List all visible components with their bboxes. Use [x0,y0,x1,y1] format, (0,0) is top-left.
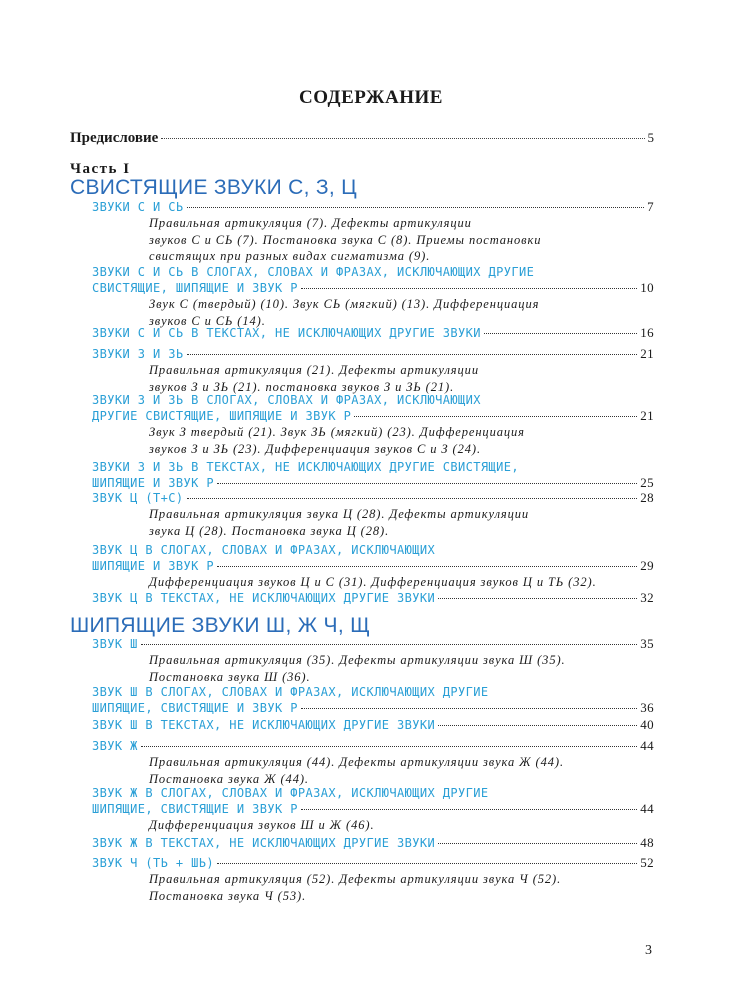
toc-entry[interactable] [92,459,654,491]
desc-line: Правильная артикуляция (7). Дефекты артикуляции [149,216,472,230]
dot-leader [301,708,637,709]
desc-line: звука Ц (28). Постановка звука Ц (28). [149,523,390,538]
entry-title: ЗВУК Ж [92,739,138,753]
entry-page: 10 [640,280,654,295]
dot-leader [354,416,637,417]
entry-description [149,574,654,591]
dot-leader [187,207,645,208]
dot-leader [217,483,637,484]
section-title-hissing: ШИПЯЩИЕ ЗВУКИ Ш, Ж Ч, Щ [70,614,371,637]
desc-line: звуков З и ЗЬ (21). постановка звуков З и ЗЬ (21). [149,379,455,394]
entry-title: ЗВУК Ц В ТЕКСТАХ, НЕ ИСКЛЮЧАЮЩИХ ДРУГИЕ ЗВУКИ [92,591,436,605]
page-number: 3 [645,943,652,958]
entry-description [149,362,654,395]
entry-title: ЗВУК Ч (ТЬ + ШЬ) [92,856,214,870]
desc-line: звуков С и СЬ (14). [149,313,266,328]
entry-title: ЗВУК Ш В ТЕКСТАХ, НЕ ИСКЛЮЧАЮЩИХ ДРУГИЕ ЗВУКИ [92,718,436,732]
toc-entry[interactable] [92,717,654,733]
toc-entry[interactable] [92,785,654,834]
desc-line: Правильная артикуляция (35). Дефекты артикуляции звука Ш (35). [149,653,566,667]
entry-description [149,652,654,685]
section-title-whistling: СВИСТЯЩИЕ ЗВУКИ С, З, Ц [70,176,358,199]
entry-page: 52 [640,855,654,870]
toc-entry[interactable] [92,738,654,787]
dot-leader [301,809,637,810]
dot-leader [187,498,638,499]
entry-page: 32 [640,590,654,605]
desc-line: Звук З твердый (21). Звук ЗЬ (мягкий) (23). Дифференциация [149,425,525,439]
toc-entry[interactable] [92,490,654,539]
entry-page: 7 [647,199,654,214]
entry-title: ЗВУКИ З И ЗЬ В ТЕКСТАХ, НЕ ИСКЛЮЧАЮЩИХ ДРУГИЕ СВИСТЯЩИЕ, [92,460,519,474]
entry-title: ЗВУКИ З И ЗЬ [92,347,184,361]
dot-leader [217,566,637,567]
entry-title: ШИПЯЩИЕ И ЗВУК Р [92,476,214,490]
desc-line: звуков З и ЗЬ (23). Дифференциация звуков С и З (24). [149,441,481,456]
toc-entry[interactable] [92,684,654,716]
toc-entry[interactable] [92,325,654,341]
entry-title: ЗВУК Ж В ТЕКСТАХ, НЕ ИСКЛЮЧАЮЩИХ ДРУГИЕ ЗВУКИ [92,836,436,850]
entry-page: 28 [640,490,654,505]
toc-entry[interactable] [92,264,654,329]
part-label: Часть I [70,161,131,177]
desc-line: Звук С (твердый) (10). Звук СЬ (мягкий) (13). Дифференциация [149,297,540,311]
desc-line: Правильная артикуляция (21). Дефекты артикуляции [149,363,479,377]
toc-entry[interactable] [92,590,654,606]
dot-leader [438,725,637,726]
toc-entry-preface[interactable] [70,130,654,148]
entry-title: ДРУГИЕ СВИСТЯЩИЕ, ШИПЯЩИЕ И ЗВУК Р [92,409,352,423]
desc-line: свистящих при разных видах сигматизма (9). [149,249,431,263]
entry-page: 44 [640,801,654,816]
entry-title: ШИПЯЩИЕ И ЗВУК Р [92,559,214,573]
entry-page: 16 [640,325,654,340]
entry-page: 48 [640,835,654,850]
desc-line: Правильная артикуляция звука Ц (28). Дефекты артикуляции [149,507,530,521]
dot-leader [161,138,644,139]
entry-page: 36 [640,700,654,715]
desc-line: Правильная артикуляция (52). Дефекты артикуляции звука Ч (52). [149,872,562,886]
toc-entry[interactable] [92,835,654,851]
entry-page: 25 [640,475,654,490]
entry-page: 29 [640,558,654,573]
entry-description [149,754,654,787]
dot-leader [484,333,637,334]
desc-line: Постановка звука Ч (53). [149,888,307,903]
entry-title: ЗВУКИ С И СЬ [92,200,184,214]
desc-line: Дифференциация звуков Ш и Ж (46). [149,818,375,832]
dot-leader [438,598,637,599]
desc-line: Правильная артикуляция (44). Дефекты артикуляции звука Ж (44). [149,755,564,769]
toc-entry[interactable] [92,392,654,457]
desc-line: звуков С и СЬ (7). Постановка звука С (8). Приемы постановки [149,232,542,247]
desc-line: Постановка звука Ж (44). [149,771,309,786]
entry-title: ЗВУК Ц В СЛОГАХ, СЛОВАХ И ФРАЗАХ, ИСКЛЮЧАЮЩИХ [92,543,436,557]
entry-description [149,506,654,539]
entry-title: ЗВУК Ж В СЛОГАХ, СЛОВАХ И ФРАЗАХ, ИСКЛЮЧАЮЩИХ ДРУГИЕ [92,786,489,800]
entry-title: СВИСТЯЩИЕ, ШИПЯЩИЕ И ЗВУК Р [92,281,298,295]
preface-page: 5 [647,130,654,145]
entry-title: ШИПЯЩИЕ, СВИСТЯЩИЕ И ЗВУК Р [92,802,298,816]
entry-title: ЗВУКИ С И СЬ В ТЕКСТАХ, НЕ ИСКЛЮЧАЮЩИХ ДРУГИЕ ЗВУКИ [92,326,481,340]
entry-description [149,424,654,457]
dot-leader [301,288,637,289]
toc-entry[interactable] [92,636,654,685]
dot-leader [187,354,638,355]
dot-leader [141,644,637,645]
entry-title: ЗВУК Ш [92,637,138,651]
toc-entry[interactable] [92,346,654,395]
entry-title: ЗВУК Ш В СЛОГАХ, СЛОВАХ И ФРАЗАХ, ИСКЛЮЧАЮЩИХ ДРУГИЕ [92,685,489,699]
toc-entry[interactable] [92,855,654,904]
entry-title: ЗВУКИ С И СЬ В СЛОГАХ, СЛОВАХ И ФРАЗАХ, ИСКЛЮЧАЮЩИХ ДРУГИЕ [92,265,535,279]
entry-title: ЗВУКИ З И ЗЬ В СЛОГАХ, СЛОВАХ И ФРАЗАХ, ИСКЛЮЧАЮЩИХ [92,393,481,407]
dot-leader [217,863,637,864]
page-title: СОДЕРЖАНИЕ [299,87,443,108]
entry-description [149,817,654,834]
entry-page: 44 [640,738,654,753]
entry-page: 35 [640,636,654,651]
dot-leader [438,843,637,844]
preface-label: Предисловие [70,130,159,146]
toc-entry[interactable] [92,199,654,265]
entry-page: 40 [640,717,654,732]
toc-entry[interactable] [92,542,654,591]
entry-page: 21 [640,408,654,423]
entry-description [149,871,654,904]
entry-title: ШИПЯЩИЕ, СВИСТЯЩИЕ И ЗВУК Р [92,701,298,715]
dot-leader [141,746,637,747]
entry-title: ЗВУК Ц (Т+С) [92,491,184,505]
entry-description [149,215,654,265]
desc-line: Дифференциация звуков Ц и С (31). Дифференциация звуков Ц и ТЬ (32). [149,575,597,589]
entry-page: 21 [640,346,654,361]
desc-line: Постановка звука Ш (36). [149,669,311,684]
